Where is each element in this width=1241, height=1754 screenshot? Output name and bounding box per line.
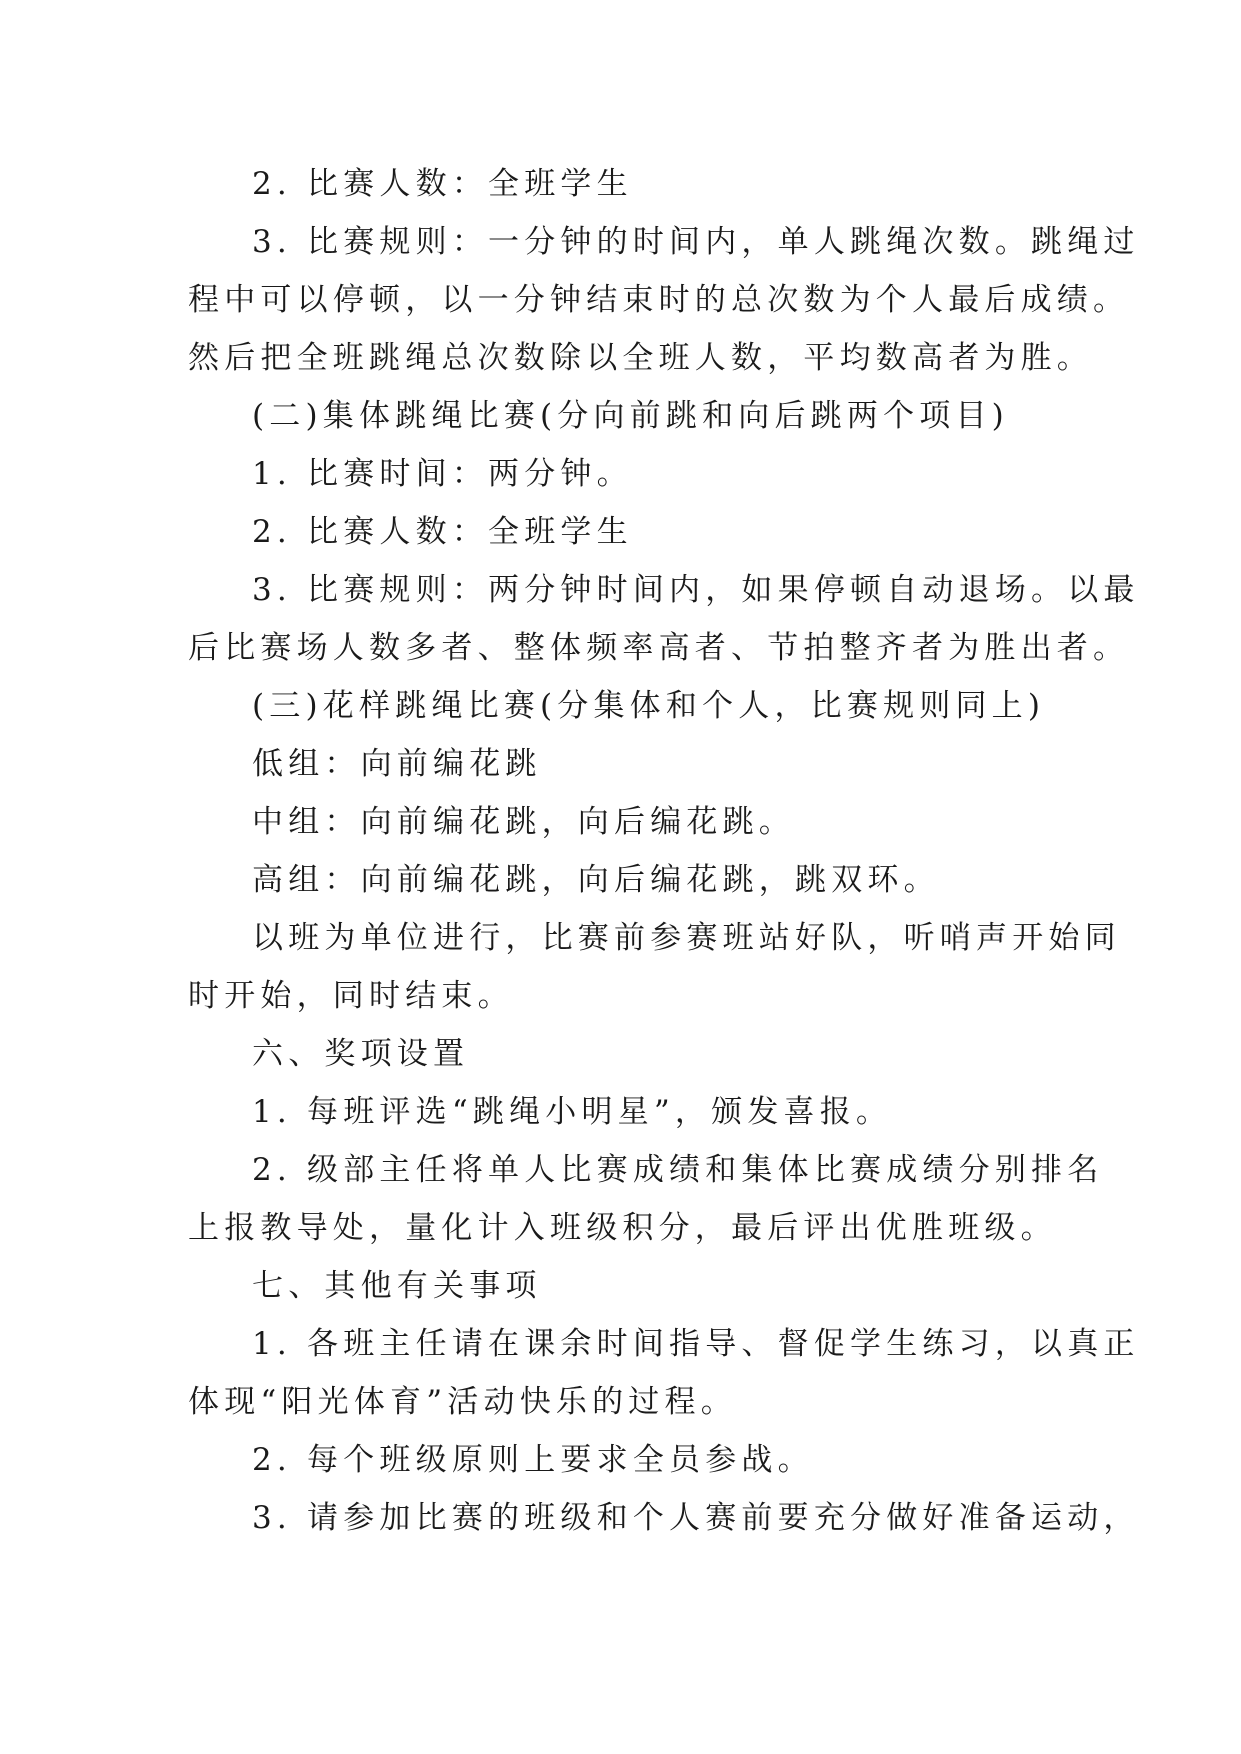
paragraph-line: 中组：向前编花跳，向后编花跳。: [252, 804, 795, 840]
section-heading: (二)集体跳绳比赛(分向前跳和向后跳两个项目): [252, 398, 1009, 434]
paragraph-line: 2. 每个班级原则上要求全员参战。: [252, 1442, 814, 1478]
paragraph-line: 体现“阳光体育”活动快乐的过程。: [188, 1384, 737, 1420]
paragraph-line: 2. 比赛人数：全班学生: [252, 514, 633, 550]
paragraph-line: 低组：向前编花跳: [252, 746, 542, 782]
paragraph-line: 程中可以停顿，以一分钟结束时的总次数为个人最后成绩。: [188, 282, 1130, 318]
paragraph-line: 3. 比赛规则：一分钟的时间内，单人跳绳次数。跳绳过: [252, 224, 1140, 260]
paragraph-line: 后比赛场人数多者、整体频率高者、节拍整齐者为胜出者。: [188, 630, 1130, 666]
paragraph-line: 高组：向前编花跳，向后编花跳，跳双环。: [252, 862, 940, 898]
paragraph-line: 2. 级部主任将单人比赛成绩和集体比赛成绩分别排名: [252, 1152, 1104, 1188]
paragraph-line: 1. 各班主任请在课余时间指导、督促学生练习，以真正: [252, 1326, 1140, 1362]
paragraph-line: 上报教导处，量化计入班级积分，最后评出优胜班级。: [188, 1210, 1057, 1246]
paragraph-line: 1. 比赛时间：两分钟。: [252, 456, 633, 492]
paragraph-line: 1. 每班评选“跳绳小明星”，颁发喜报。: [252, 1094, 893, 1130]
section-heading: (三)花样跳绳比赛(分集体和个人，比赛规则同上): [252, 688, 1046, 724]
section-heading: 七、其他有关事项: [252, 1268, 542, 1304]
section-heading: 六、奖项设置: [252, 1036, 470, 1072]
paragraph-line: 3. 比赛规则：两分钟时间内，如果停顿自动退场。以最: [252, 572, 1140, 608]
paragraph-line: 以班为单位进行，比赛前参赛班站好队，听哨声开始同: [252, 920, 1121, 956]
paragraph-line: 然后把全班跳绳总次数除以全班人数，平均数高者为胜。: [188, 340, 1093, 376]
paragraph-line: 2. 比赛人数：全班学生: [252, 166, 633, 202]
paragraph-line: 时开始，同时结束。: [188, 978, 514, 1014]
document-body: [188, 155, 1140, 1547]
paragraph-line: 3. 请参加比赛的班级和个人赛前要充分做好准备运动，: [252, 1500, 1140, 1536]
